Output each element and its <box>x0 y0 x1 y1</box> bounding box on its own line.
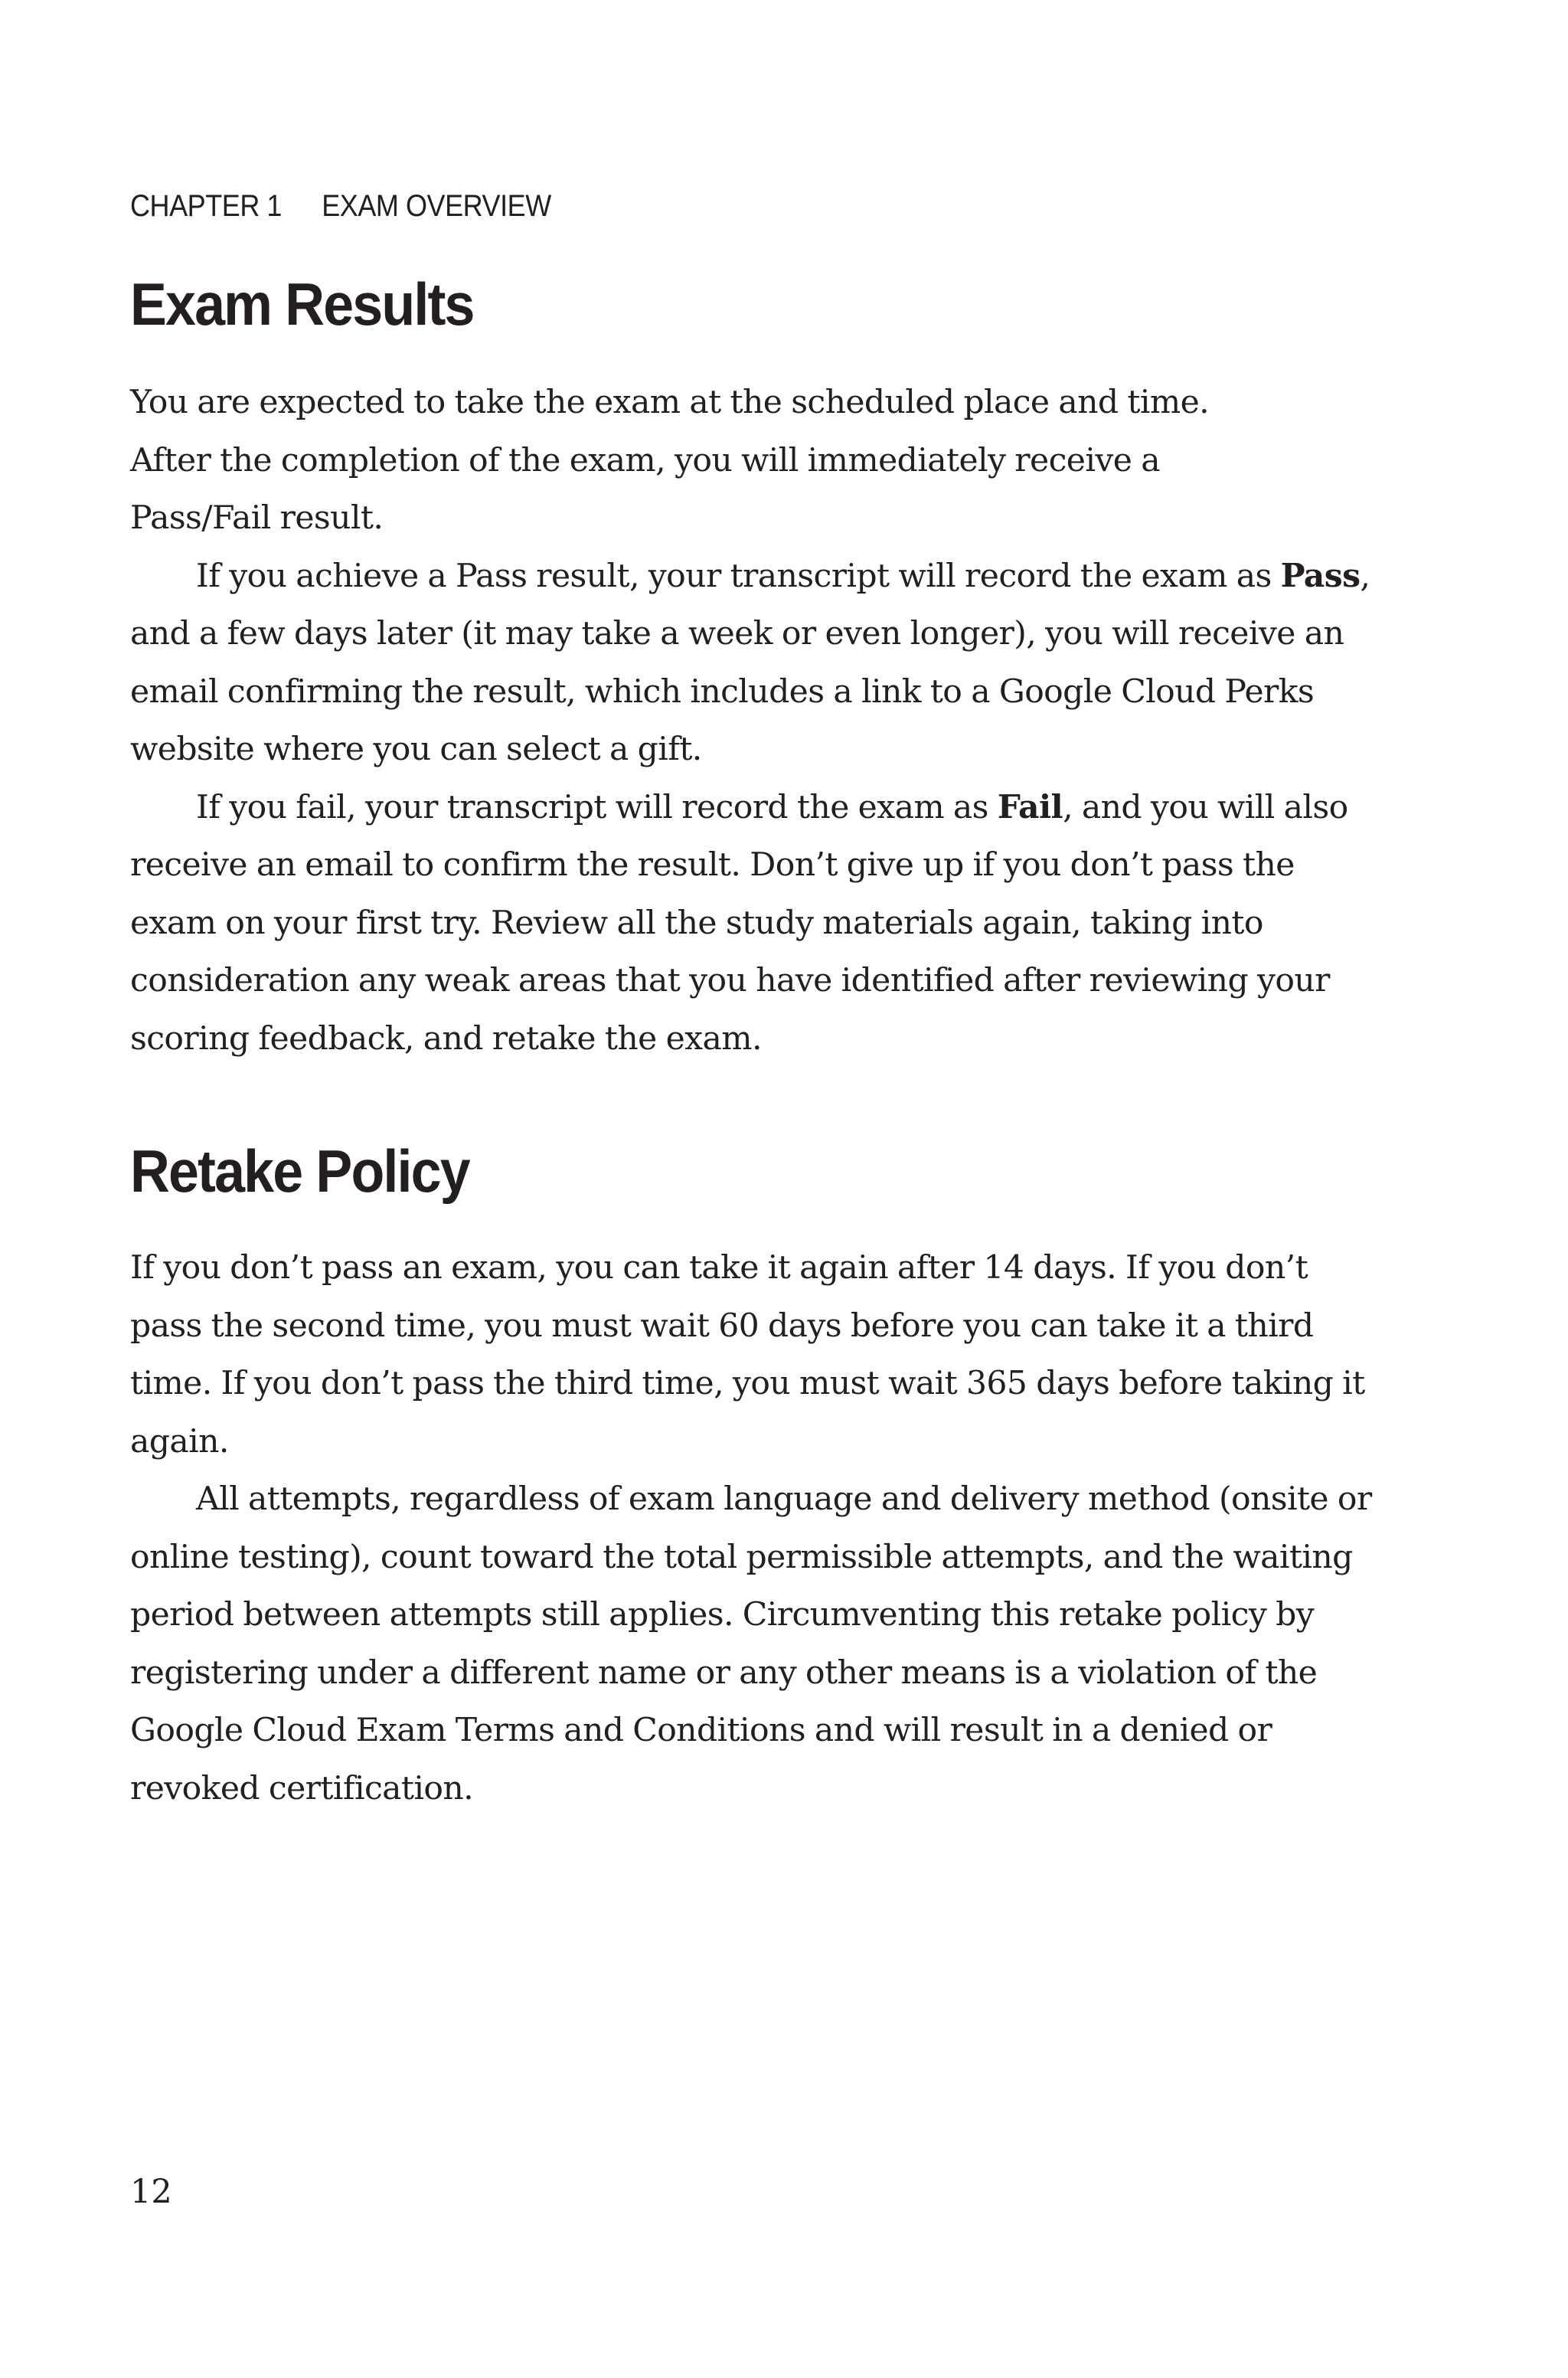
paragraph-line: Pass/Fail result. <box>130 499 384 537</box>
chapter-label: CHAPTER 1 <box>130 189 282 223</box>
paragraph-text: If you fail, your transcript will record the exam as <box>196 788 998 826</box>
exam-results-body <box>130 374 1386 1068</box>
retake-policy-body <box>130 1239 1386 1817</box>
section-heading-exam-results: Exam Results <box>130 270 474 338</box>
paragraph-text: If you achieve a Pass result, your transcript will record the exam as <box>196 557 1281 595</box>
chapter-title: EXAM OVERVIEW <box>322 189 551 223</box>
paragraph-line: After the completion of the exam, you will immediately receive a <box>130 441 1160 479</box>
paragraph-text: , and a few days later (it may take a week or even longer), you will receive an email confirming the result, which includes a link to a Google Cloud Perks website where you can select a gift. <box>130 557 1370 768</box>
paragraph-line: You are expected to take the exam at the scheduled place and time. <box>130 384 1210 421</box>
paragraph: All attempts, regardless of exam language and delivery method (onsite or online testing), count toward the total permissible attempts, and the waiting period between attempts still applies. Circumventing this retake policy by registering under a different name or any other means is a violation of the Google Cloud Exam Terms and Conditions and will result in a denied or revoked certification. <box>130 1480 1372 1807</box>
running-head <box>130 187 551 225</box>
book-page <box>130 0 1386 2378</box>
bold-term-pass: Pass <box>1280 556 1361 595</box>
paragraph: If you don’t pass an exam, you can take it again after 14 days. If you don’t pass the second time, you must wait 60 days before you can take it a third time. If you don’t pass the third time, you must wait 365 days before taking it again. <box>130 1249 1365 1460</box>
paragraph-text: , and you will also receive an email to confirm the result. Don’t give up if you don’t pass the exam on your first try. Review all the study materials again, taking into consideration any weak areas that you have identified after reviewing your scoring feedback, and retake the exam. <box>130 788 1348 1058</box>
paragraph <box>130 548 1386 779</box>
paragraph <box>130 779 1386 1068</box>
paragraph <box>130 374 1386 548</box>
bold-term-fail: Fail <box>997 787 1063 826</box>
page-number: 12 <box>130 2173 172 2211</box>
section-heading-retake-policy: Retake Policy <box>130 1137 469 1205</box>
